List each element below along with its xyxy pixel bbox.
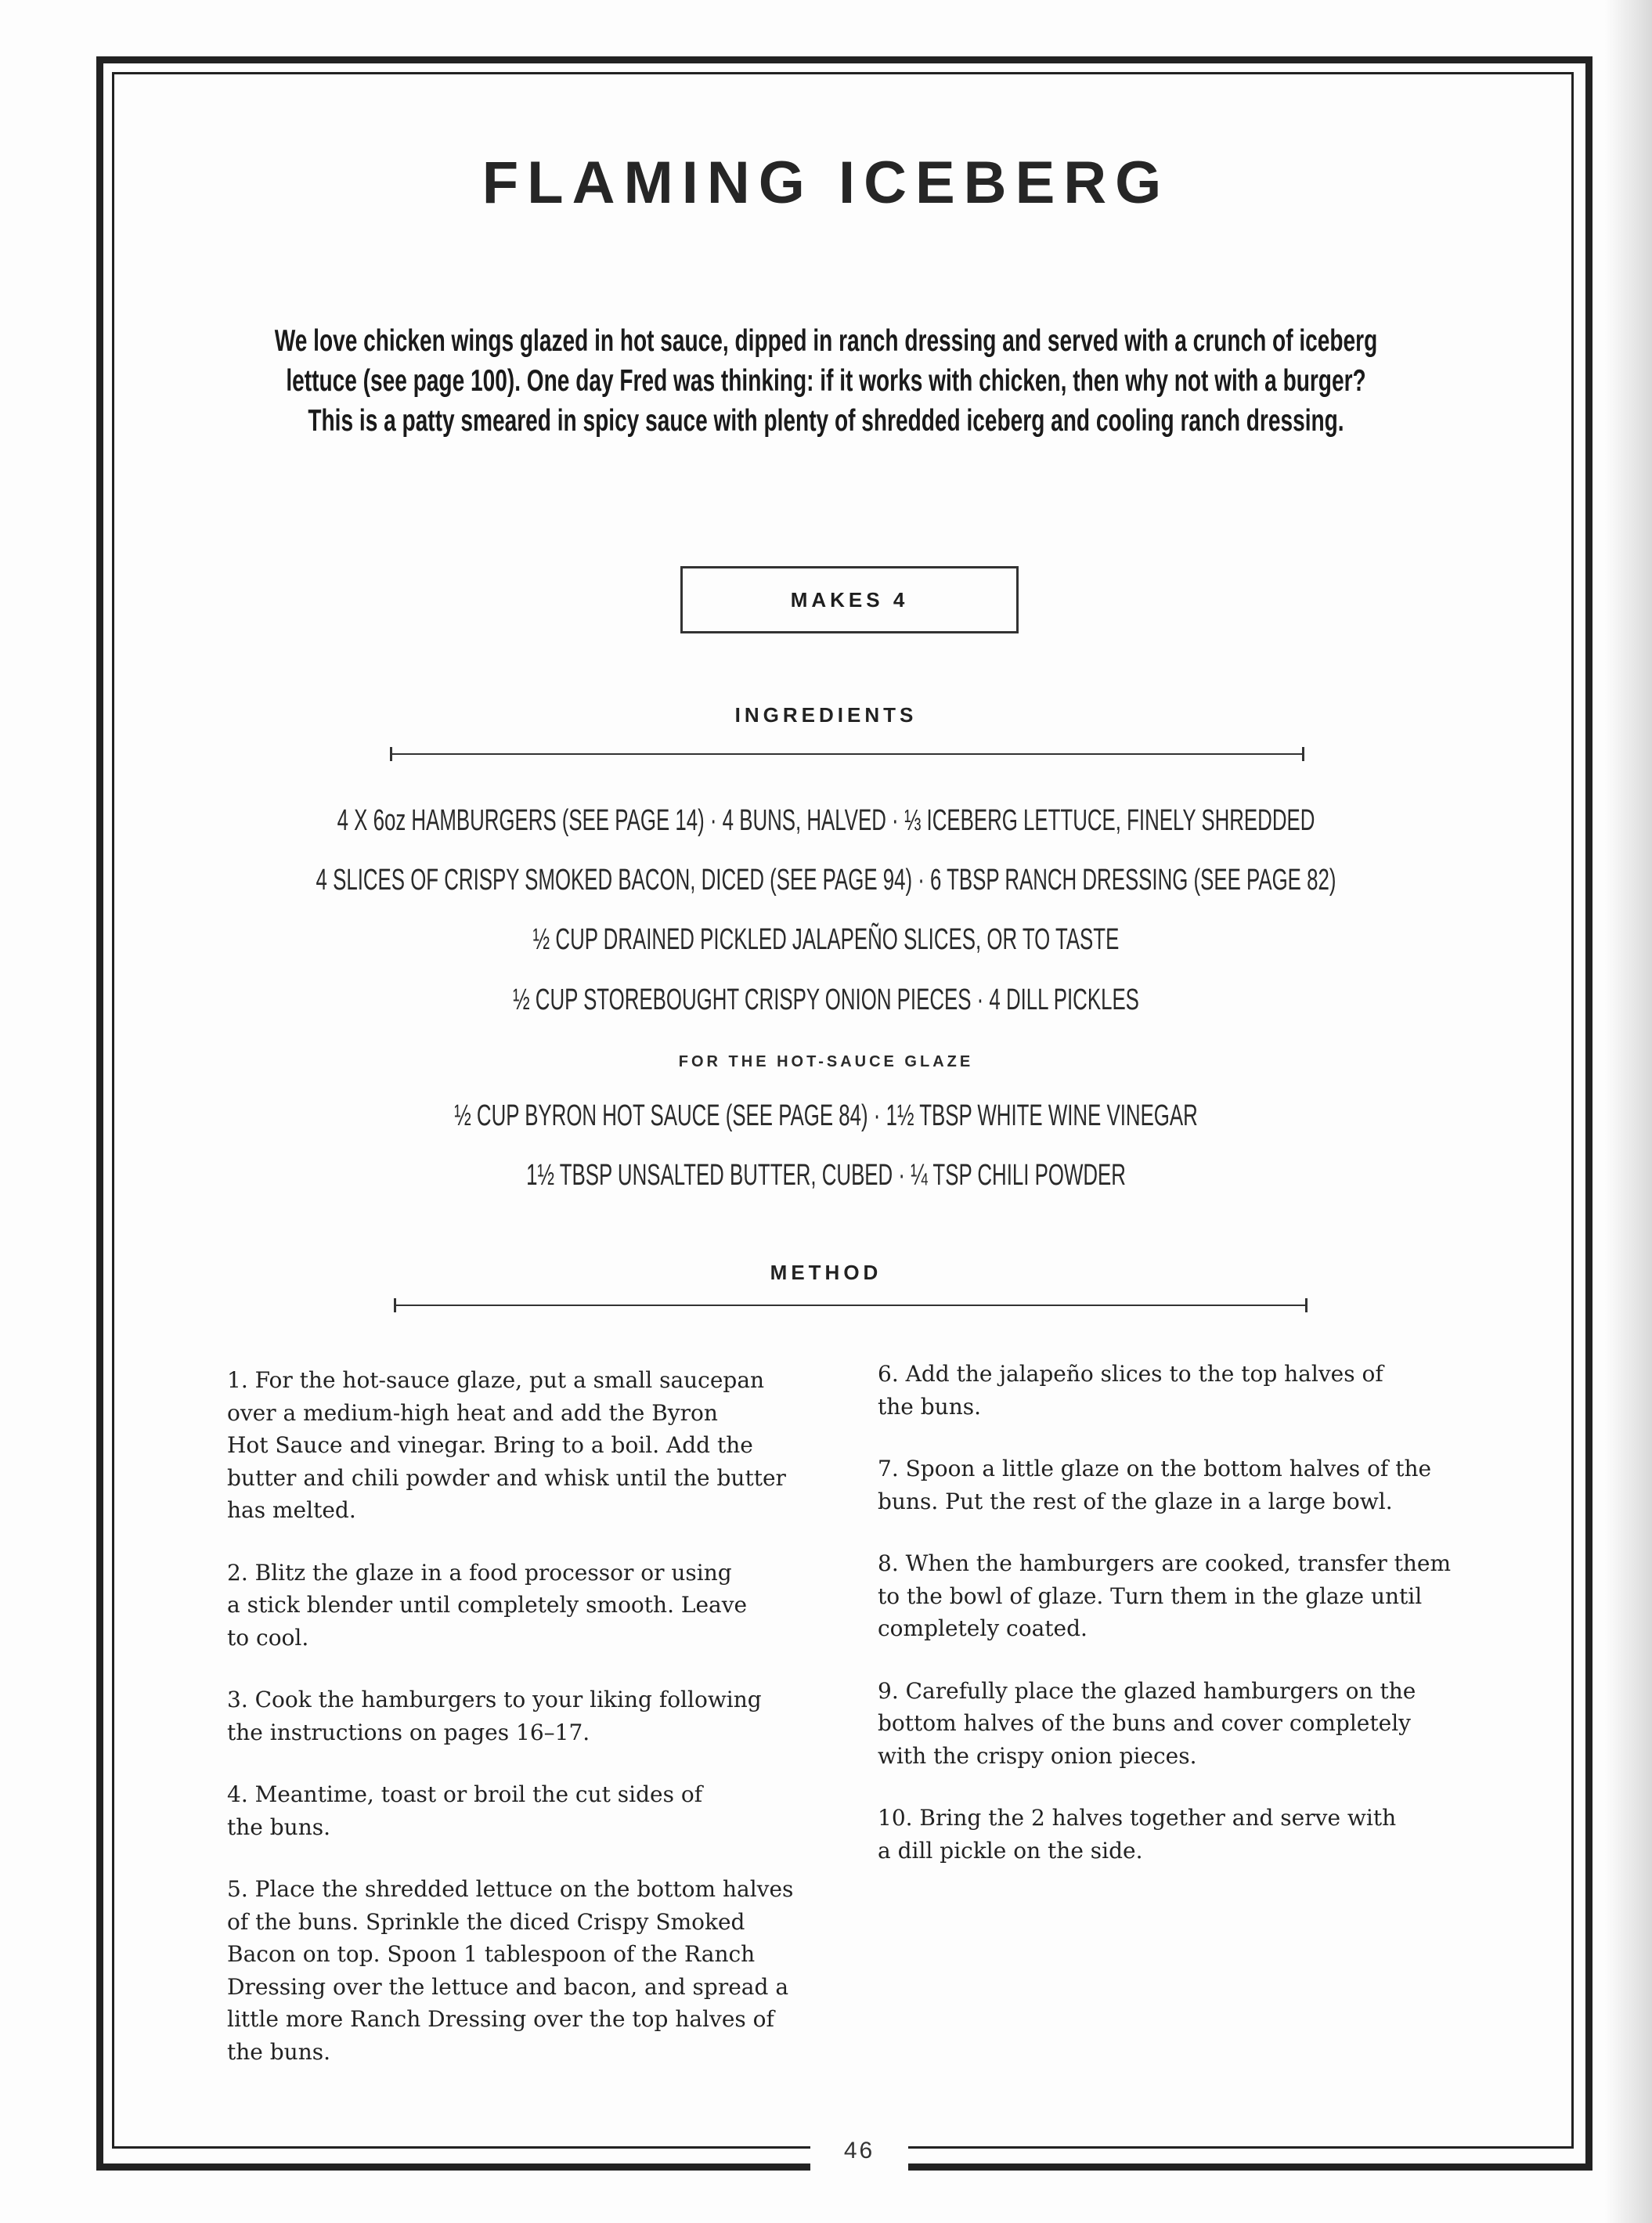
glaze-ingredient-line: 1½ TBSP UNSALTED BUTTER, CUBED · ¼ TSP CHILI POWDER [526, 1159, 1126, 1192]
method-step [227, 1873, 793, 2068]
method-step-line: of the buns. Sprinkle the diced Crispy Smoked [227, 1908, 745, 1935]
method-step [227, 1364, 793, 1527]
recipe-title: FLAMING ICEBERG [482, 150, 1170, 216]
method-step-line: 10. Bring the 2 halves together and serve with [878, 1805, 1397, 1831]
method-step-line: the instructions on pages 16–17. [227, 1719, 590, 1745]
intro-line: lettuce (see page 100). One day Fred was thinking: if it works with chicken, then why not with a burger? [286, 364, 1366, 398]
method-step [227, 1778, 793, 1843]
method-step-line: to cool. [227, 1624, 309, 1651]
method-step [227, 1557, 793, 1655]
method-step [878, 1547, 1451, 1645]
method-step [227, 1683, 793, 1748]
method-step-line: 1. For the hot-sauce glaze, put a small saucepan [227, 1367, 765, 1393]
method-step-line: the buns. [227, 2038, 331, 2065]
page-number: 46 [843, 2138, 875, 2163]
method-step-line: 9. Carefully place the glazed hamburgers on the [878, 1677, 1416, 1704]
method-step-line: over a medium-high heat and add the Byron [227, 1399, 718, 1426]
method-step-line: 3. Cook the hamburgers to your liking following [227, 1687, 762, 1712]
method-step-line: 6. Add the jalapeño slices to the top halves of [878, 1361, 1383, 1387]
ingredient-line: 4 X 6oz HAMBURGERS (SEE PAGE 14) · 4 BUNS, HALVED · ⅓ ICEBERG LETTUCE, FINELY SHREDDED [337, 804, 1315, 837]
intro-line: We love chicken wings glazed in hot sauce, dipped in ranch dressing and served with a crunch of iceberg [274, 324, 1378, 358]
method-step [878, 1453, 1451, 1517]
method-step-line: 4. Meantime, toast or broil the cut sides of [227, 1781, 703, 1807]
method-step-line: the buns. [227, 1813, 331, 1840]
intro-line: This is a patty smeared in spicy sauce with plenty of shredded iceberg and cooling ranch dressing. [308, 404, 1344, 438]
method-step-line: 8. When the hamburgers are cooked, transfer them [878, 1550, 1452, 1576]
method-step-line: 2. Blitz the glaze in a food processor or using [227, 1559, 732, 1586]
ingredient-line: ½ CUP STOREBOUGHT CRISPY ONION PIECES · 4 DILL PICKLES [513, 983, 1139, 1016]
method-step-line: buns. Put the rest of the glaze in a large bowl. [878, 1488, 1393, 1514]
method-column-right [878, 1358, 1451, 1896]
method-step-line: the buns. [878, 1393, 982, 1420]
method-step-line: little more Ranch Dressing over the top halves of [227, 2006, 774, 2032]
ingredients-heading: INGREDIENTS [734, 703, 918, 727]
method-step-line: 7. Spoon a little glaze on the bottom halves of the [878, 1456, 1432, 1481]
method-rule [394, 1305, 1308, 1306]
method-step-line: 5. Place the shredded lettuce on the bottom halves [227, 1876, 794, 1902]
method-step [878, 1802, 1451, 1867]
method-step-line: has melted. [227, 1497, 356, 1523]
ingredient-line: ½ CUP DRAINED PICKLED JALAPEÑO SLICES, OR TO TASTE [532, 923, 1120, 956]
recipe-intro [0, 321, 1652, 441]
method-step-line: with the crispy onion pieces. [878, 1742, 1197, 1769]
ingredient-line: 4 SLICES OF CRISPY SMOKED BACON, DICED (SEE PAGE 94) · 6 TBSP RANCH DRESSING (SEE PAGE 82) [316, 864, 1336, 897]
method-step-line: Hot Sauce and vinegar. Bring to a boil. Add the [227, 1432, 753, 1458]
method-heading: METHOD [770, 1261, 882, 1284]
method-step [878, 1358, 1451, 1423]
method-step-line: a dill pickle on the side. [878, 1837, 1143, 1864]
method-column-left [227, 1364, 793, 2098]
method-step-line: butter and chili powder and whisk until the butter [227, 1464, 786, 1491]
method-step-line: completely coated. [878, 1615, 1088, 1641]
ingredients-rule [390, 753, 1304, 755]
method-step-line: a stick blender until completely smooth. Leave [227, 1592, 748, 1618]
method-step-line: Dressing over the lettuce and bacon, and spread a [227, 1973, 789, 2000]
yield-box: MAKES 4 [680, 566, 1019, 633]
method-step-line: bottom halves of the buns and cover completely [878, 1710, 1411, 1736]
method-step-line: Bacon on top. Spoon 1 tablespoon of the Ranch [227, 1941, 756, 1967]
glaze-subheading: FOR THE HOT-SAUCE GLAZE [678, 1053, 974, 1070]
method-step [878, 1675, 1451, 1773]
glaze-ingredient-line: ½ CUP BYRON HOT SAUCE (SEE PAGE 84) · 1½ TBSP WHITE WINE VINEGAR [454, 1099, 1198, 1132]
method-step-line: to the bowl of glaze. Turn them in the glaze until [878, 1582, 1423, 1609]
